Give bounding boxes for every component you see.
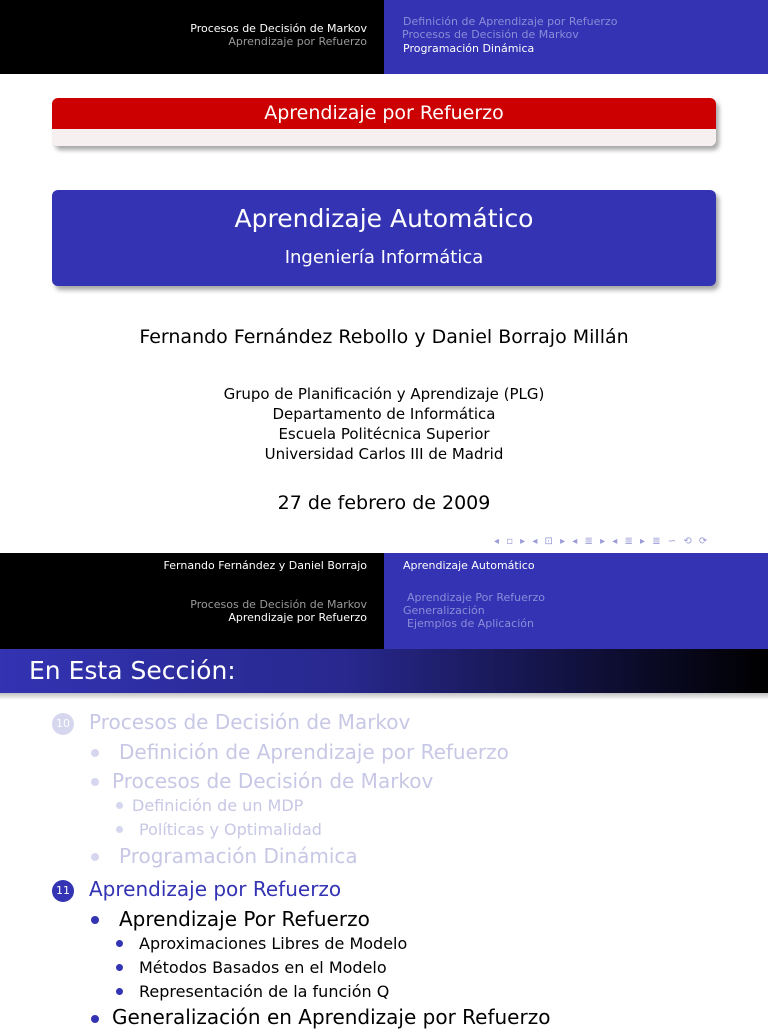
toc-subsection[interactable]: Definición de Aprendizaje por Refuerzo xyxy=(119,740,509,764)
authors: Fernando Fernández Rebollo y Daniel Borrajo Millán xyxy=(139,326,629,348)
section-title-bar xyxy=(0,649,768,693)
header-subsection-ejemplos[interactable]: Ejemplos de Aplicación xyxy=(407,617,534,630)
header-section-markov[interactable]: Procesos de Decisión de Markov xyxy=(190,598,367,611)
toc-subsubsection[interactable]: Aproximaciones Libres de Modelo xyxy=(139,934,408,953)
bullet-icon xyxy=(91,916,99,924)
bullet-icon xyxy=(91,749,99,757)
beamer-navigation-icons[interactable]: ◂ ▫ ▸ ◂ ⊡ ▸ ◂ ≣ ▸ ◂ ≣ ▸ ≣ ∽ ⟲ ⟳ xyxy=(494,536,710,547)
toc-subsection[interactable]: Generalización en Aprendizaje por Refuerzo xyxy=(112,1005,551,1029)
header-title-short: Aprendizaje Automático xyxy=(403,559,535,572)
red-box-body xyxy=(52,129,716,146)
bullet-icon xyxy=(91,778,99,786)
toc-subsubsection[interactable]: Métodos Basados en el Modelo xyxy=(139,958,387,977)
bullet-icon xyxy=(116,826,123,833)
bullet-icon xyxy=(116,988,123,995)
section-title-shadow xyxy=(0,693,768,700)
bullet-icon xyxy=(116,940,123,947)
red-box-title: Aprendizaje por Refuerzo xyxy=(52,98,716,129)
institution-line: Escuela Politécnica Superior xyxy=(278,425,490,443)
header-subsection-procesos[interactable]: Procesos de Decisión de Markov xyxy=(402,28,579,41)
institution-line: Grupo de Planificación y Aprendizaje (PLG) xyxy=(223,385,545,403)
title-box xyxy=(52,190,716,286)
bullet-icon xyxy=(116,802,123,809)
bullet-icon xyxy=(91,853,99,861)
toc-subsubsection[interactable]: Políticas y Optimalidad xyxy=(139,820,322,839)
section-title: En Esta Sección: xyxy=(29,656,236,685)
bullet-icon xyxy=(116,964,123,971)
slide2-header-right xyxy=(384,553,768,649)
toc-section-refuerzo[interactable]: Aprendizaje por Refuerzo xyxy=(89,877,342,901)
header-section-refuerzo[interactable]: Aprendizaje por Refuerzo xyxy=(228,611,367,624)
presentation-subtitle: Ingeniería Informática xyxy=(284,247,484,268)
header-subsection-programacion[interactable]: Programación Dinámica xyxy=(403,42,535,55)
toc-subsubsection[interactable]: Definición de un MDP xyxy=(132,796,304,815)
presentation-title: Aprendizaje Automático xyxy=(234,204,534,233)
slide1-header-right xyxy=(384,0,768,74)
red-title-box xyxy=(52,98,716,146)
toc-subsection[interactable]: Aprendizaje Por Refuerzo xyxy=(119,907,370,931)
toc-section-markov[interactable]: Procesos de Decisión de Markov xyxy=(89,710,411,734)
toc-subsection[interactable]: Programación Dinámica xyxy=(119,844,358,868)
header-section-refuerzo[interactable]: Aprendizaje por Refuerzo xyxy=(228,35,367,48)
header-authors-short: Fernando Fernández y Daniel Borrajo xyxy=(163,559,367,572)
header-subsection-aprendizaje[interactable]: Aprendizaje Por Refuerzo xyxy=(407,591,545,604)
toc-subsection[interactable]: Procesos de Decisión de Markov xyxy=(112,769,434,793)
header-subsection-definicion[interactable]: Definición de Aprendizaje por Refuerzo xyxy=(403,15,618,28)
toc-subsubsection[interactable]: Representación de la función Q xyxy=(139,982,390,1001)
header-subsection-generalizacion[interactable]: Generalización xyxy=(403,604,485,617)
slide2-header-left xyxy=(0,553,384,649)
section-number-badge: 10 xyxy=(52,713,74,735)
institution-line: Universidad Carlos III de Madrid xyxy=(264,445,504,463)
presentation-date: 27 de febrero de 2009 xyxy=(277,492,491,514)
section-number-badge: 11 xyxy=(52,880,74,902)
header-section-markov[interactable]: Procesos de Decisión de Markov xyxy=(190,22,367,35)
slide1-header-left xyxy=(0,0,384,74)
bullet-icon xyxy=(91,1015,99,1023)
institution-line: Departamento de Informática xyxy=(272,405,496,423)
